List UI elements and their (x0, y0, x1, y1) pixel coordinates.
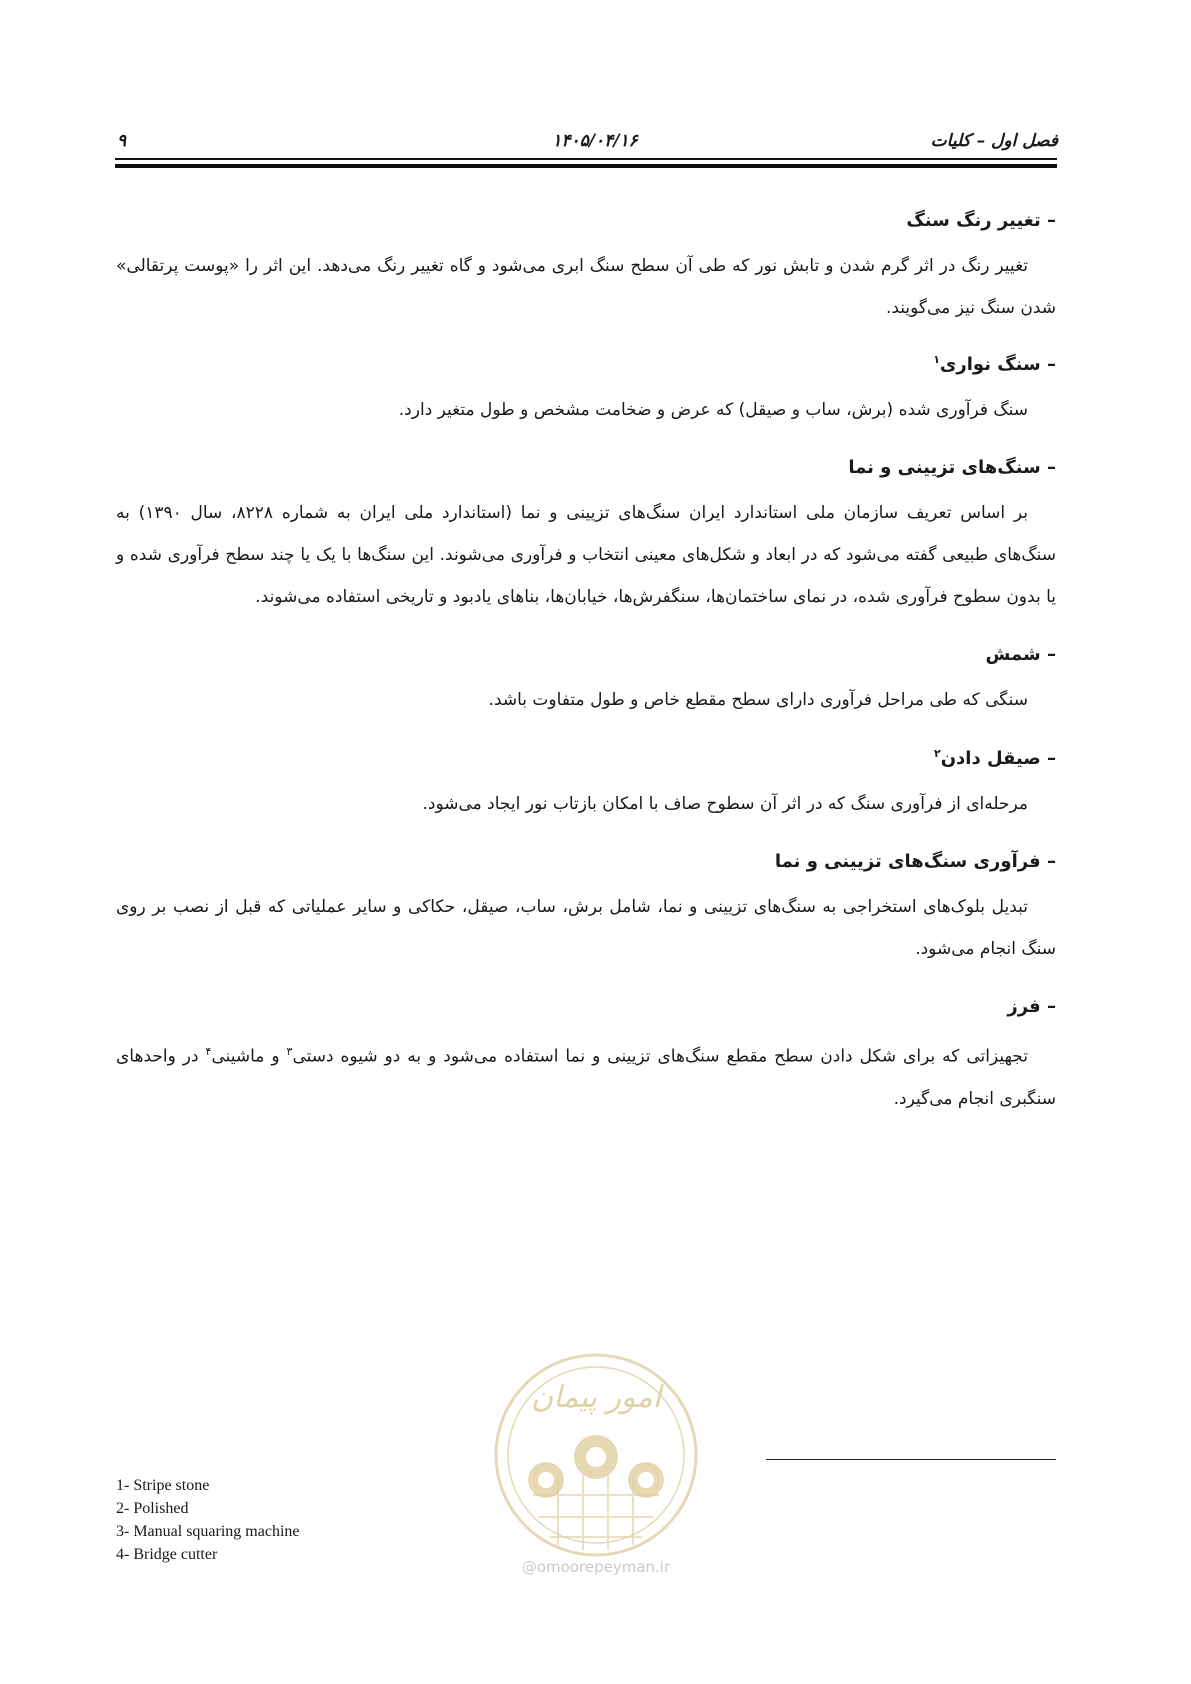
footnote-item: 1- Stripe stone (116, 1477, 210, 1494)
section-paragraph: سنگ فرآوری شده (برش، ساب و صیقل) که عرض و ضخامت مشخص و طول متغیر دارد. (398, 400, 1028, 420)
watermark-url: @omoorepeyman.ir (521, 1558, 671, 1576)
section-polishing (116, 747, 1056, 825)
footnote-ref: ۱ (933, 353, 940, 366)
footnote-ref: ۳ (286, 1045, 293, 1058)
header-rule-thick (115, 164, 1057, 168)
section-paragraph: تغییر رنگ در اثر گرم شدن و تابش نور که طی آن سطح سنگ ابری می‌شود و گاه تغییر رنگ می‌دهد. این اثر را «پوست پرتقالی» شدن سنگ نیز می‌گویند. (116, 256, 1056, 318)
footnote-ref: ۴ (205, 1045, 212, 1058)
chapter-title: فصل اول – کلیات (930, 131, 1058, 151)
section-processing (116, 851, 1056, 970)
footnotes (116, 1474, 300, 1566)
header-date: ۱۴۰۵/۰۴/۱۶ (552, 131, 638, 151)
section-heading: – شمش (985, 644, 1056, 665)
footnote-separator (766, 1459, 1056, 1460)
section-paragraph: تبدیل بلوک‌های استخراجی به سنگ‌های تزیینی و نما، شامل برش، ساب، صیقل، حکاکی و سایر عملیاتی که قبل از نصب بر روی سنگ انجام می‌شود. (116, 897, 1056, 959)
body-content (116, 210, 1056, 1120)
section-paragraph: مرحله‌ای از فرآوری سنگ که در اثر آن سطوح صاف با امکان بازتاب نور ایجاد می‌شود. (422, 794, 1028, 814)
section-heading: – سنگ نواری$^۱$ (933, 353, 1056, 375)
footnote-item: 2- Polished (116, 1500, 189, 1517)
section-paragraph: سنگی که طی مراحل فرآوری دارای سطح مقطع خاص و طول متفاوت باشد. (488, 690, 1028, 710)
section-stripe-stone (116, 353, 1056, 431)
section-heading: – فرآوری سنگ‌های تزیینی و نما (774, 851, 1056, 872)
watermark-logo-text: امور پیمان (531, 1380, 661, 1415)
section-color-change (116, 210, 1056, 329)
section-paragraph: بر اساس تعریف سازمان ملی استاندارد ایران سنگ‌های تزیینی و نما (استاندارد ملی ایران به شماره ۸۲۲۸، سال ۱۳۹۰) به سنگ‌های طبیعی گفته می‌شود که در ابعاد و شکل‌های معینی انتخاب و فرآوری می‌شوند. این سنگ‌ها با یک یا چند سطح فرآوری شده و یا بدون سطوح فرآوری شده، در نمای ساختمان‌ها، سنگفرش‌ها، خیابان‌ها، بناهای یادبود و تاریخی استفاده می‌شوند. (116, 503, 1056, 607)
footnote-ref: ۲ (933, 747, 941, 760)
watermark-logo (488, 1345, 704, 1565)
section-heading: – تغییر رنگ سنگ (906, 210, 1056, 231)
section-ingot (116, 644, 1056, 721)
footnote-item: 3- Manual squaring machine (116, 1523, 300, 1540)
section-decorative-stones (116, 457, 1056, 618)
section-milling (116, 996, 1056, 1120)
page-number: ۹ (117, 131, 127, 151)
footnote-item: 4- Bridge cutter (116, 1546, 218, 1563)
section-paragraph: تجهیزاتی که برای شکل دادن سطح مقطع سنگ‌های تزیینی و نما استفاده می‌شود و به دو شیوه دستی$^۳$ و ماشینی$^۴$ در واحدهای سنگبری انجام می‌گیرد. (116, 1045, 1056, 1109)
section-heading: – صیقل دادن$^۲$ (933, 747, 1056, 769)
header-rule-thin (115, 158, 1057, 160)
section-heading: – سنگ‌های تزیینی و نما (848, 457, 1056, 478)
section-heading: – فرز (1007, 996, 1056, 1017)
